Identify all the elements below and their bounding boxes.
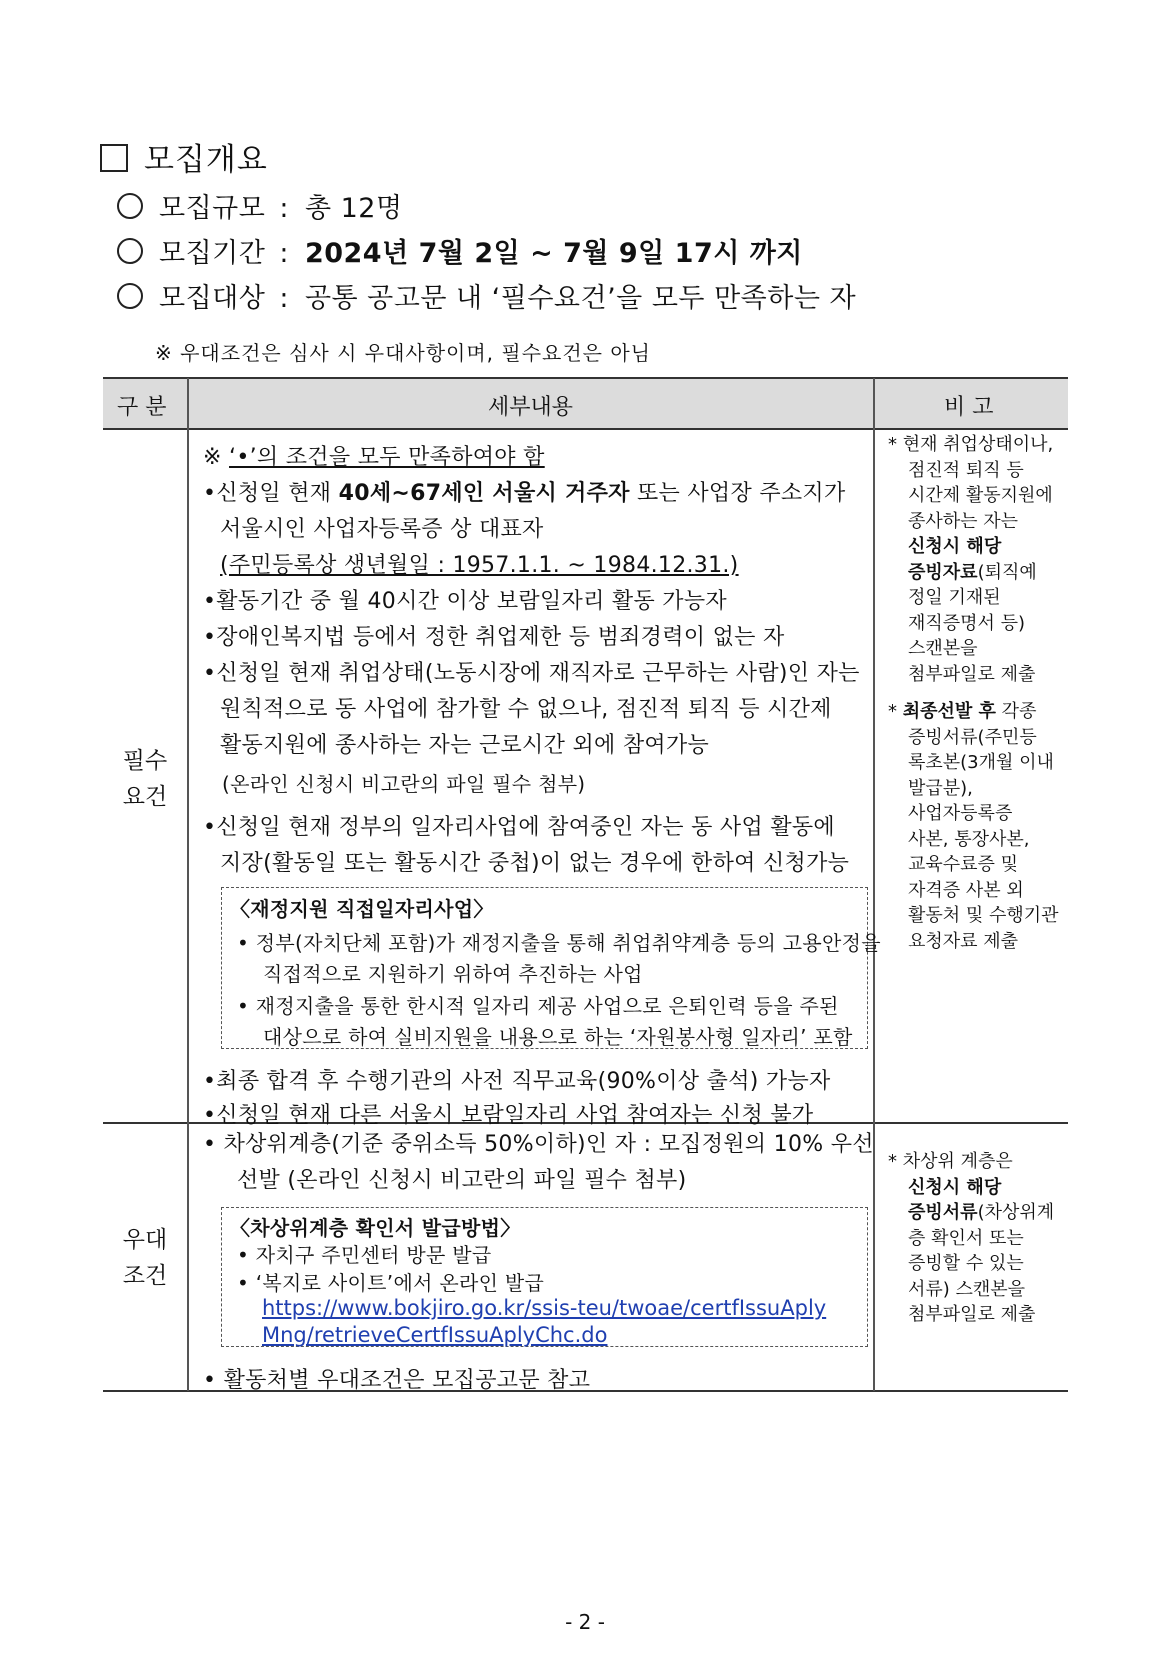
required-line: (온라인 신청시 비고란의 파일 필수 첨부)	[222, 772, 586, 796]
required-line: •신청일 현재 다른 서울시 보람일자리 사업 참여자는 신청 불가	[203, 1103, 814, 1128]
required-line: 지장(활동일 또는 활동시간 중첩)이 없는 경우에 한하여 신청가능	[220, 851, 850, 876]
overview-period: 모집기간 : 2024년 7월 2일 ~ 7월 9일 17시 까지	[117, 231, 803, 270]
certificate-method-bullet: • ‘복지로 사이트’에서 온라인 발급	[237, 1271, 545, 1295]
circle-bullet-icon	[117, 238, 143, 264]
overview-note: ※ 우대조건은 심사 시 우대사항이며, 필수요건은 아님	[155, 341, 651, 365]
required-line: 서울시인 사업자등록증 상 대표자	[220, 517, 544, 542]
circle-bullet-icon	[117, 193, 143, 219]
header-details: 세부내용	[488, 395, 574, 420]
required-line: •신청일 현재 40세~67세인 서울시 거주자 또는 사업장 주소지가	[203, 481, 846, 506]
preferred-line: • 활동처별 우대조건은 모집공고문 참고	[203, 1368, 591, 1393]
section-title: 모집개요	[100, 134, 268, 179]
table-col-divider	[873, 378, 875, 1391]
circle-bullet-icon	[117, 283, 143, 309]
required-remarks: * 현재 취업상태이나, 점진적 퇴직 등 시간제 활동지원에 종사하는 자는 신청시 해당 증빙자료(퇴직예 정일 기재된 재직증명서 등) 스캔본을 첨부파일로 제출 * 최종선발 후 각종 증빙서류(주민등 록초본(3개월 이내 발급분), 사업자등록증 사본, 통장사본, 교육수료증 및 자격증 사본 외 활동처 및 수행기관 요청자료 제출	[888, 434, 1059, 952]
job-program-bullet: 대상으로 하여 실비지원을 내용으로 하는 ‘자원봉사형 일자리’ 포함	[263, 1025, 853, 1049]
overview-scale: 모집규모 : 총 12명	[117, 186, 403, 225]
certificate-method-bullet: • 자치구 주민센터 방문 발급	[237, 1243, 492, 1267]
page-number: - 2 -	[565, 1610, 605, 1634]
table-header-rule	[103, 428, 1068, 430]
required-condition-note: ※ ‘•’의 조건을 모두 만족하여야 함	[203, 445, 545, 470]
bokjiro-link[interactable]: Mng/retrieveCertfIssuAplyChc.do	[262, 1323, 608, 1347]
header-remarks: 비 고	[944, 395, 994, 420]
required-line: •신청일 현재 정부의 일자리사업에 참여중인 자는 동 사업 활동에	[203, 815, 835, 840]
job-program-box-title: 〈재정지원 직접일자리사업〉	[230, 897, 494, 921]
preferred-remarks: * 차상위 계층은 신청시 해당 증빙서류(차상위계 층 확인서 또는 증빙할 수 있는 서류) 스캔본을 첨부파일로 제출	[888, 1151, 1055, 1325]
job-program-bullet: 직접적으로 지원하기 위하여 추진하는 사업	[263, 962, 643, 986]
job-program-bullet: • 정부(자치단체 포함)가 재정지출을 통해 취업취약계층 등의 고용안정을	[237, 931, 881, 955]
table-top-rule	[103, 377, 1068, 379]
preferred-line: 선발 (온라인 신청시 비고란의 파일 필수 첨부)	[237, 1168, 687, 1193]
required-line: •장애인복지법 등에서 정한 취업제한 등 범죄경력이 없는 자	[203, 625, 785, 650]
required-line: •신청일 현재 취업상태(노동시장에 재직자로 근무하는 사람)인 자는	[203, 661, 860, 686]
checkbox-square-icon	[100, 144, 128, 172]
header-category: 구 분	[117, 395, 167, 420]
job-program-bullet: • 재정지출을 통한 한시적 일자리 제공 사업으로 은퇴인력 등을 주된	[237, 994, 839, 1018]
certificate-method-title: 〈차상위계층 확인서 발급방법〉	[230, 1216, 521, 1240]
table-col-divider	[187, 378, 189, 1391]
preferred-line: • 차상위계층(기준 중위소득 50%이하)인 자 : 모집정원의 10% 우선	[203, 1132, 874, 1157]
required-line: •활동기간 중 월 40시간 이상 보람일자리 활동 가능자	[203, 589, 727, 614]
required-line: 활동지원에 종사하는 자는 근로시간 외에 참여가능	[220, 733, 710, 758]
category-required: 필수 요건	[122, 748, 168, 810]
required-line: •최종 합격 후 수행기관의 사전 직무교육(90%이상 출석) 가능자	[203, 1069, 831, 1094]
required-line: 원칙적으로 동 사업에 참가할 수 없으나, 점진적 퇴직 등 시간제	[220, 697, 832, 722]
category-preferred: 우대 조건	[122, 1227, 168, 1289]
bokjiro-link[interactable]: https://www.bokjiro.go.kr/ssis-teu/twoae/certfIssuAply	[262, 1296, 827, 1320]
required-line: (주민등록상 생년월일 : 1957.1.1. ~ 1984.12.31.)	[220, 553, 739, 578]
overview-target: 모집대상 : 공통 공고문 내 ‘필수요건’을 모두 만족하는 자	[117, 276, 856, 315]
